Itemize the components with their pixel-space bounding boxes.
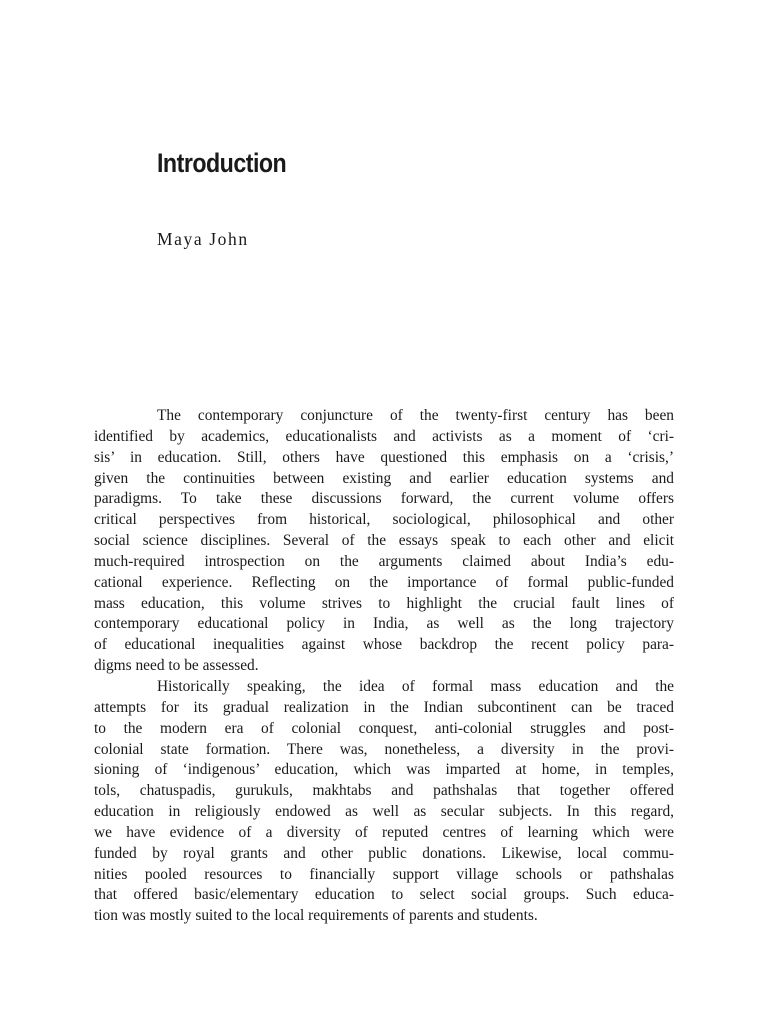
text-line: digms need to be assessed. — [94, 657, 259, 675]
text-line: The contemporary conjuncture of the twenty-first century has been — [157, 407, 674, 424]
body-paragraph-2 — [94, 677, 674, 927]
text-line: education in religiously endowed as well as secular subjects. In this regard, — [94, 803, 674, 821]
text-line: tion was mostly suited to the local requirements of parents and students. — [94, 907, 538, 925]
text-line: cational experience. Reflecting on the importance of formal public-funded — [94, 573, 674, 591]
text-line: we have evidence of a diversity of reputed centres of learning which were — [94, 823, 674, 841]
text-line: mass education, this volume strives to highlight the crucial fault lines of — [94, 594, 674, 612]
text-line: nities pooled resources to financially support village schools or pathshalas — [94, 865, 674, 883]
chapter-body — [94, 406, 674, 927]
text-line: contemporary educational policy in India, as well as the long trajectory — [94, 615, 674, 633]
body-paragraph-1 — [94, 406, 674, 677]
chapter-author: Maya John — [157, 229, 249, 249]
text-line: to the modern era of colonial conquest, anti-colonial struggles and post- — [94, 719, 674, 737]
text-line: funded by royal grants and other public donations. Likewise, local commu- — [94, 844, 674, 862]
text-line: identified by academics, educationalists and activists as a moment of ‘cri- — [94, 427, 674, 445]
text-line: critical perspectives from historical, sociological, philosophical and other — [94, 511, 674, 529]
text-line: attempts for its gradual realization in the Indian subcontinent can be traced — [94, 698, 674, 716]
text-line: colonial state formation. There was, nonetheless, a diversity in the provi- — [94, 740, 674, 758]
text-line: of educational inequalities against whose backdrop the recent policy para- — [94, 636, 674, 654]
text-line: sis’ in education. Still, others have questioned this emphasis on a ‘crisis,’ — [94, 448, 674, 466]
text-line: much-required introspection on the arguments claimed about India’s edu- — [94, 552, 674, 570]
text-line: paradigms. To take these discussions forward, the current volume offers — [94, 490, 674, 508]
text-line: tols, chatuspadis, gurukuls, makhtabs and pathshalas that together offered — [94, 782, 674, 800]
text-line: Historically speaking, the idea of formal mass education and the — [157, 677, 674, 695]
text-line: that offered basic/elementary education to select social groups. Such educa- — [94, 886, 674, 904]
text-line: social science disciplines. Several of the essays speak to each other and elicit — [94, 532, 674, 550]
text-line: sioning of ‘indigenous’ education, which was imparted at home, in temples, — [94, 761, 674, 779]
chapter-title: Introduction — [157, 148, 287, 178]
text-line: given the continuities between existing and earlier education systems and — [94, 469, 674, 487]
